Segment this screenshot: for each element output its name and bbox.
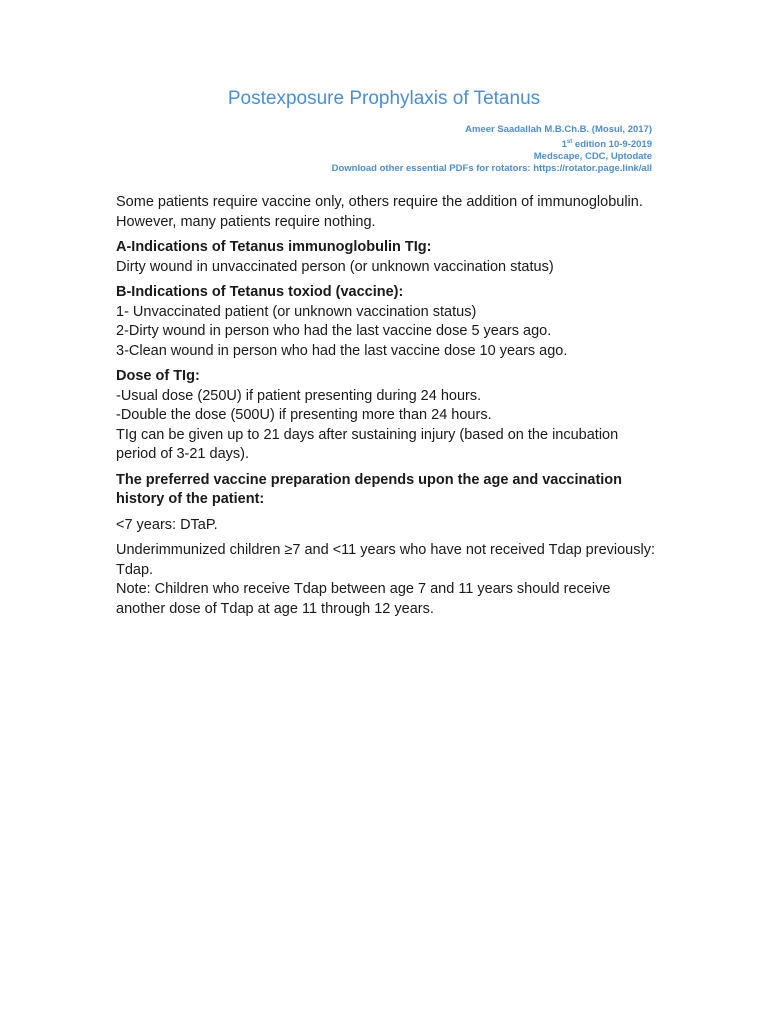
section-a-line: Dirty wound in unvaccinated person (or unknown vaccination status)	[116, 258, 554, 275]
document-body	[116, 193, 656, 625]
author-line: Ameer Saadallah M.B.Ch.B. (Mosul, 2017)	[465, 124, 652, 135]
section-b-line: 3-Clean wound in person who had the last vaccine dose 10 years ago.	[116, 342, 568, 359]
section-a-heading: A-Indications of Tetanus immunoglobulin TIg:	[116, 239, 432, 255]
dose-line: -Usual dose (250U) if patient presenting during 24 hours.	[116, 387, 482, 404]
edition-suffix: st	[566, 139, 573, 145]
sources-line: Medscape, CDC, Uptodate	[533, 151, 652, 163]
edition-date: edition 10-9-2019	[572, 139, 652, 151]
dose-heading: Dose of TIg:	[116, 368, 200, 384]
dose-section	[116, 367, 656, 465]
section-b	[116, 283, 656, 361]
section-a	[116, 238, 656, 277]
underimmunized-line: Underimmunized children ≥7 and <11 years who have not received Tdap previously: Tdap.	[116, 542, 655, 578]
note-line: Note: Children who receive Tdap between age 7 and 11 years should receive another dose of Tdap at age 11 through 12 years.	[116, 581, 611, 617]
underimmunized-section	[116, 541, 656, 619]
section-b-line: 1- Unvaccinated patient (or unknown vaccination status)	[116, 303, 477, 320]
under7-line: <7 years: DTaP.	[116, 516, 218, 533]
document-meta	[332, 124, 652, 175]
intro-paragraph: Some patients require vaccine only, others require the addition of immunoglobulin. However, many patients require nothing.	[116, 194, 643, 230]
section-b-heading: B-Indications of Tetanus toxiod (vaccine):	[116, 284, 404, 300]
section-b-line: 2-Dirty wound in person who had the last vaccine dose 5 years ago.	[116, 323, 552, 339]
preferred-heading: The preferred vaccine preparation depends upon the age and vaccination history of the patient:	[116, 471, 623, 507]
document-title: Postexposure Prophylaxis of Tetanus	[227, 88, 541, 109]
download-link[interactable]: Download other essential PDFs for rotators: https://rotator.page.link/all	[331, 163, 652, 175]
dose-line: TIg can be given up to 21 days after sustaining injury (based on the incubation period of 3-21 days).	[116, 426, 619, 462]
dose-line: -Double the dose (500U) if presenting more than 24 hours.	[116, 407, 492, 423]
edition-number: 1	[561, 139, 567, 151]
edition-line	[332, 136, 652, 151]
